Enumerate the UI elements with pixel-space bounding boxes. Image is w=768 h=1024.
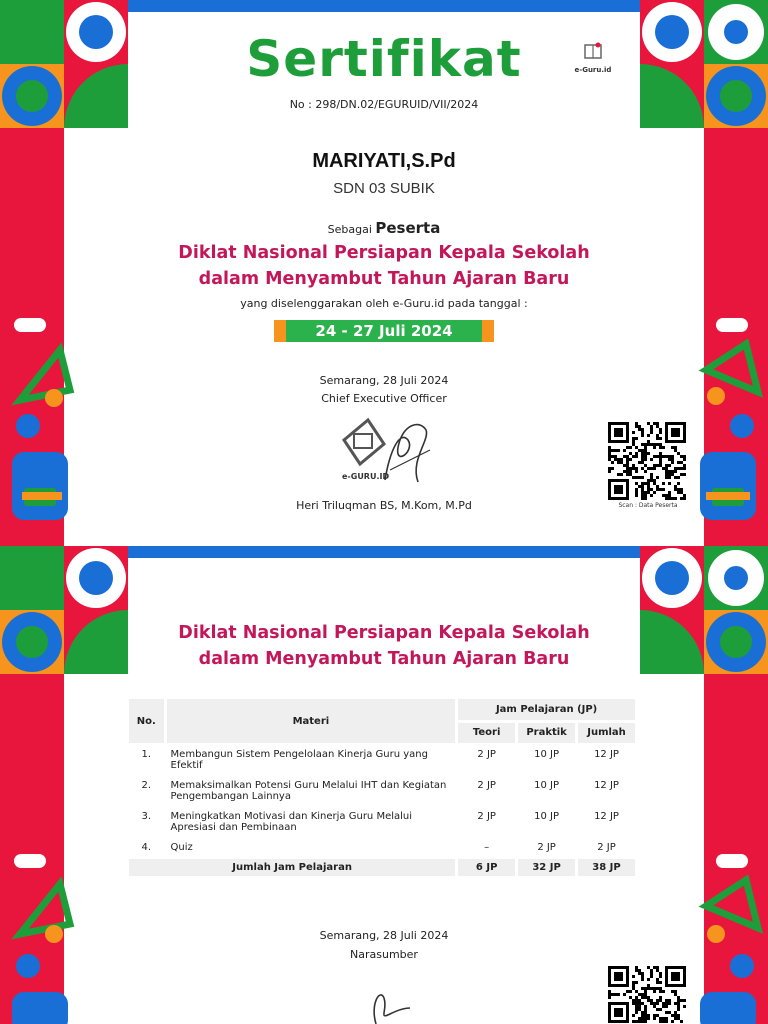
eguru-logo xyxy=(568,40,618,74)
header-praktik: Praktik xyxy=(518,723,575,744)
stamp-label: e-GURU.ID xyxy=(342,472,390,481)
qr-caption: Scan : Data Peserta xyxy=(618,502,678,509)
book-logo-icon xyxy=(582,40,604,62)
row-no: 1. xyxy=(141,749,152,760)
date-range: 24 - 27 Juli 2024 xyxy=(315,322,453,340)
row-no: 2. xyxy=(141,780,152,791)
row-teori: 2 JP xyxy=(477,811,496,822)
training-title-line2: dalam Menyambut Tahun Ajaran Baru xyxy=(198,649,570,669)
qr-code-icon[interactable] xyxy=(608,966,688,1024)
table-row xyxy=(129,777,635,805)
role-line xyxy=(128,219,640,237)
recipient-school: SDN 03 SUBIK xyxy=(333,180,435,197)
date-banner xyxy=(274,320,494,342)
signer-title: Chief Executive Officer xyxy=(321,392,447,405)
header-materi: Materi xyxy=(167,699,456,743)
row-praktik: 10 JP xyxy=(534,780,560,791)
table-row xyxy=(129,839,635,856)
signature-icon xyxy=(360,974,420,1024)
training-details-page xyxy=(0,546,768,1024)
total-row xyxy=(129,859,635,876)
header-jp: Jam Pelajaran (JP) xyxy=(458,699,635,720)
table-row xyxy=(129,746,635,774)
certificate-title: Sertifikat xyxy=(246,30,522,88)
total-praktik: 32 JP xyxy=(518,859,575,876)
row-no: 3. xyxy=(141,811,152,822)
training-title-line1: Diklat Nasional Persiapan Kepala Sekolah xyxy=(178,243,590,263)
row-no: 4. xyxy=(141,842,152,853)
row-materi: Meningkatkan Motivasi dan Kinerja Guru Melalui Apresiasi dan Pembinaan xyxy=(170,811,413,833)
top-accent-bar xyxy=(128,546,640,558)
recipient-name: MARIYATI,S.Pd xyxy=(312,150,456,172)
header-no: No. xyxy=(129,699,164,743)
place-date: Semarang, 28 Juli 2024 xyxy=(319,929,449,942)
role-prefix: Sebagai xyxy=(327,223,372,236)
row-praktik: 10 JP xyxy=(534,749,560,760)
signer-name: Heri Triluqman BS, M.Kom, M.Pd xyxy=(296,499,472,512)
row-jumlah: 12 JP xyxy=(594,811,619,822)
table-row xyxy=(129,808,635,836)
row-praktik: 10 JP xyxy=(534,811,560,822)
total-label: Jumlah Jam Pelajaran xyxy=(129,859,455,876)
certificate-number: No : 298/DN.02/EGURUID/VII/2024 xyxy=(289,98,479,111)
top-accent-bar xyxy=(128,0,640,12)
row-jumlah: 12 JP xyxy=(594,780,619,791)
qr-code-icon[interactable] xyxy=(608,422,688,500)
row-teori: 2 JP xyxy=(477,749,496,760)
row-materi: Membangun Sistem Pengelolaan Kinerja Guru yang Efektif xyxy=(170,749,428,771)
total-teori: 6 JP xyxy=(458,859,515,876)
training-title xyxy=(128,240,640,292)
row-jumlah: 12 JP xyxy=(594,749,619,760)
header-jumlah: Jumlah xyxy=(578,723,635,744)
row-teori: – xyxy=(484,842,490,853)
lesson-hours-table xyxy=(126,696,638,879)
row-teori: 2 JP xyxy=(477,780,496,791)
role: Peserta xyxy=(375,219,441,237)
row-materi: Quiz xyxy=(170,842,193,853)
total-jumlah: 38 JP xyxy=(578,859,635,876)
row-materi: Memaksimalkan Potensi Guru Melalui IHT dan Kegiatan Pengembangan Lainnya xyxy=(170,780,447,802)
training-title xyxy=(128,620,640,672)
logo-label: e-Guru.id xyxy=(574,66,612,74)
signature-stamp xyxy=(330,410,440,500)
organizer-line: yang diselenggarakan oleh e-Guru.id pada tanggal : xyxy=(240,297,528,310)
row-jumlah: 2 JP xyxy=(597,842,616,853)
row-praktik: 2 JP xyxy=(537,842,556,853)
training-title-line1: Diklat Nasional Persiapan Kepala Sekolah xyxy=(178,623,590,643)
signer-title: Narasumber xyxy=(350,948,418,961)
signature-icon xyxy=(385,425,427,482)
training-title-line2: dalam Menyambut Tahun Ajaran Baru xyxy=(198,269,570,289)
header-teori: Teori xyxy=(458,723,515,744)
place-date: Semarang, 28 Juli 2024 xyxy=(319,374,449,387)
